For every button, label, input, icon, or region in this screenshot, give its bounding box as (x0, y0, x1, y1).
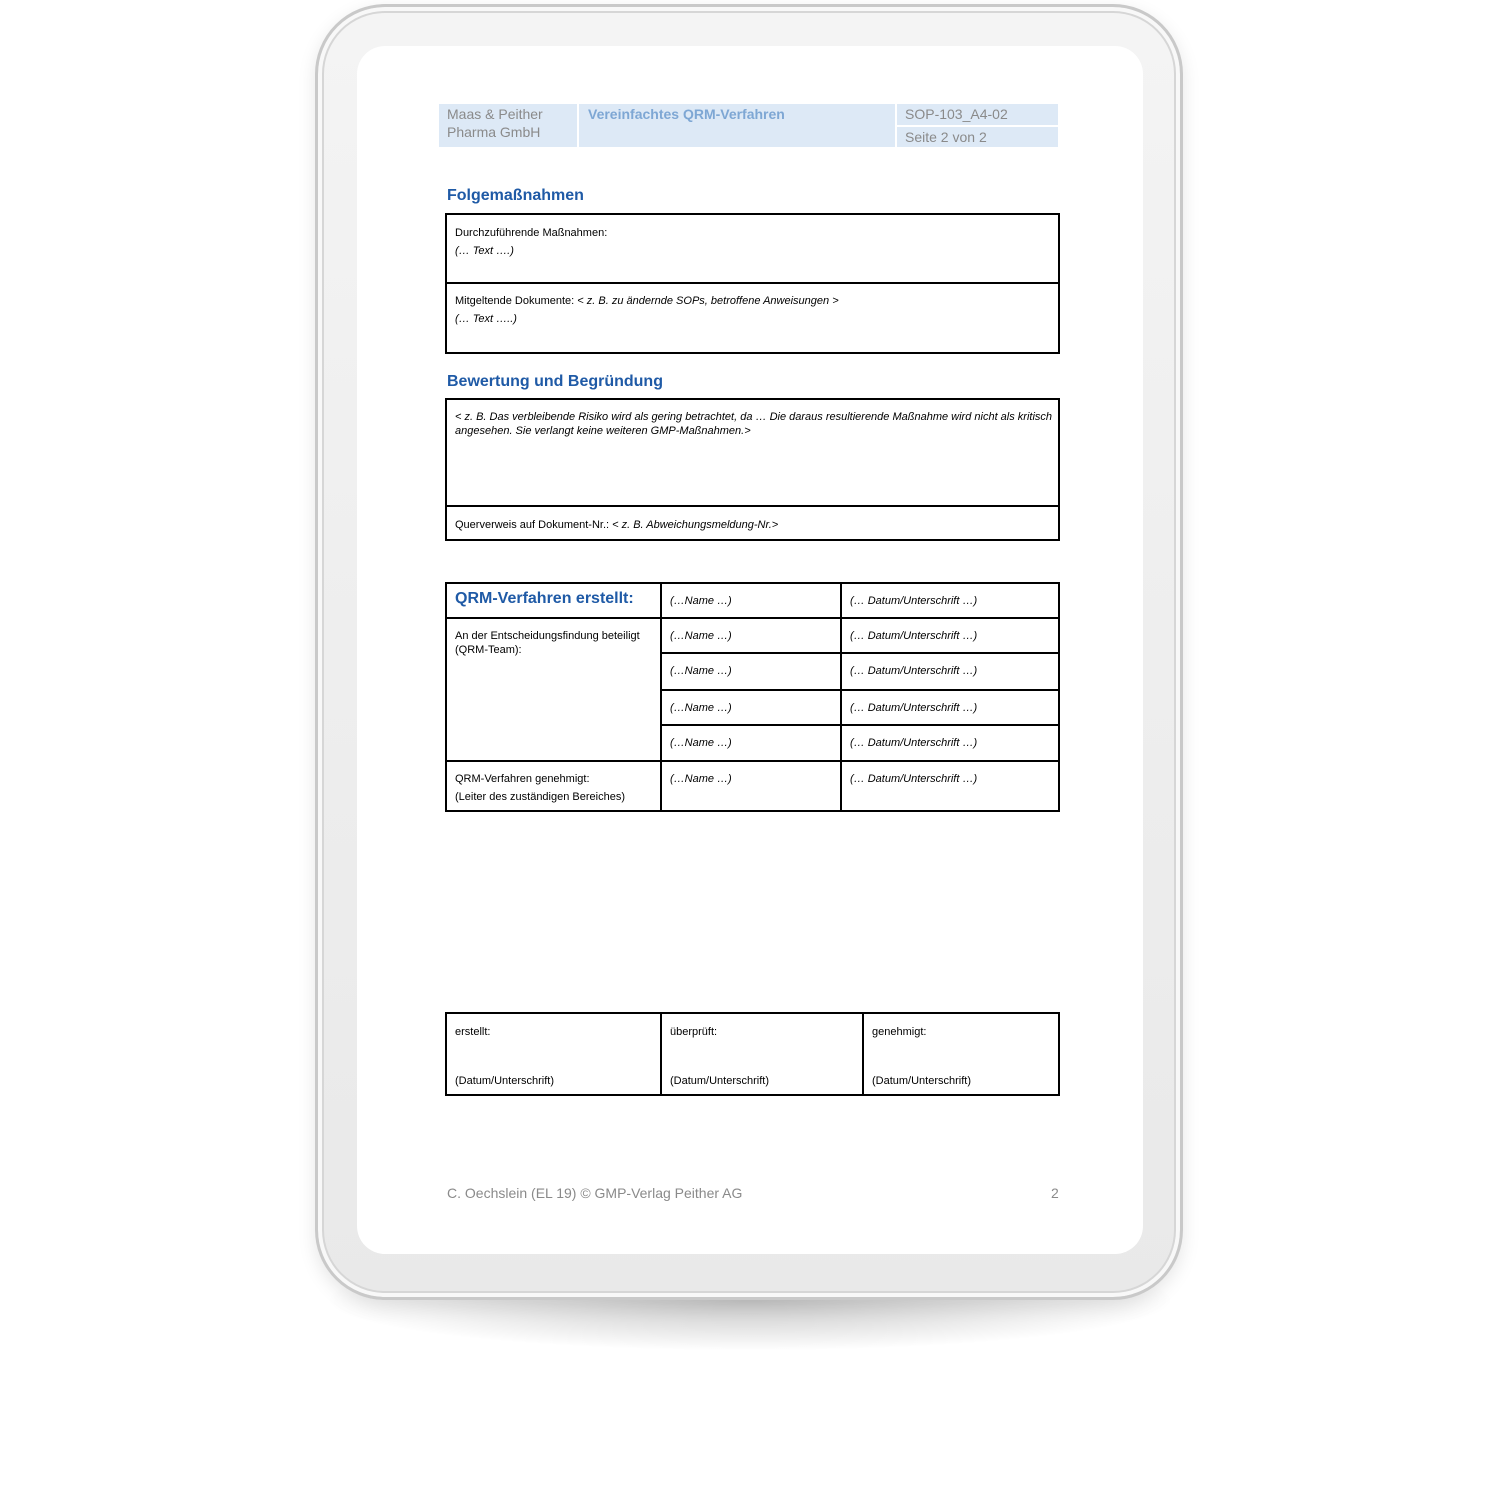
sig-row-divider-1 (445, 617, 1060, 619)
header-page-label (897, 127, 1058, 147)
bewertung-title: Bewertung und Begründung (447, 373, 663, 390)
bewertung-divider (445, 505, 1060, 507)
folge-row2-label: Mitgeltende Dokumente: (455, 295, 578, 307)
sig-approved-label-2: (Leiter des zuständigen Bereiches) (455, 791, 625, 803)
folge-title: Folgemaßnahmen (447, 187, 584, 204)
folge-row2-line (455, 294, 839, 308)
sig-row-divider-3 (660, 689, 1060, 691)
bewertung-text: < z. B. Das verbleibende Risiko wird als gering betrachtet, da … Die daraus resultierende Maßnahme wird nicht als kritisch angesehen. Sie verlangt keine weiteren GMP-Maßnahmen.> (455, 411, 1053, 437)
page-label-text: Seite 2 von 2 (905, 129, 987, 145)
sig-row-divider-5 (445, 760, 1060, 762)
approval-divider-2 (862, 1012, 864, 1096)
sig-date-2: (… Datum/Unterschrift …) (850, 630, 978, 642)
sig-date-1: (… Datum/Unterschrift …) (850, 595, 978, 607)
company-line-1: Maas & Peither (447, 106, 543, 122)
sig-name-1: (…Name …) (670, 595, 732, 607)
bewertung-ref-line (455, 518, 778, 532)
sig-name-2: (…Name …) (670, 630, 732, 642)
folge-row2-text: (… Text …..) (455, 313, 517, 325)
folge-row1-text: (… Text ….) (455, 245, 514, 257)
sig-date-4: (… Datum/Unterschrift …) (850, 702, 978, 714)
sig-created-label: QRM-Verfahren erstellt: (455, 590, 634, 607)
folge-divider (445, 282, 1060, 284)
sig-name-5: (…Name …) (670, 737, 732, 749)
sig-row-divider-4 (660, 724, 1060, 726)
sig-date-6: (… Datum/Unterschrift …) (850, 773, 978, 785)
ref-hint: < z. B. Abweichungsmeldung-Nr.> (612, 519, 779, 531)
folge-row1-label: Durchzuführende Maßnahmen: (455, 227, 608, 239)
company-line-2: Pharma GmbH (447, 124, 541, 140)
approval-divider-1 (660, 1012, 662, 1096)
header-title (579, 104, 895, 147)
approval-reviewed-sign: (Datum/Unterschrift) (670, 1075, 770, 1087)
approval-reviewed: überprüft: (670, 1026, 718, 1038)
sig-date-3: (… Datum/Unterschrift …) (850, 665, 978, 677)
footer-copyright: C. Oechslein (EL 19) © GMP-Verlag Peither AG (447, 1185, 743, 1201)
header-title-text: Vereinfachtes QRM-Verfahren (588, 106, 785, 122)
header-doc-id (897, 104, 1058, 125)
sig-date-5: (… Datum/Unterschrift …) (850, 737, 978, 749)
approval-created: erstellt: (455, 1026, 491, 1038)
header-company (439, 104, 577, 147)
approval-created-sign: (Datum/Unterschrift) (455, 1075, 555, 1087)
sig-approved-label-1: QRM-Verfahren genehmigt: (455, 773, 590, 785)
folge-row2-hint: < z. B. zu ändernde SOPs, betroffene Anweisungen > (577, 295, 839, 307)
approval-approved-sign: (Datum/Unterschrift) (872, 1075, 972, 1087)
sig-name-4: (…Name …) (670, 702, 732, 714)
sig-team-label: An der Entscheidungsfindung beteiligt (QRM-Team): (455, 630, 640, 656)
approval-approved: genehmigt: (872, 1026, 927, 1038)
footer-page-number: 2 (1051, 1185, 1059, 1201)
doc-id-text: SOP-103_A4-02 (905, 106, 1008, 122)
sig-row-divider-2 (660, 652, 1060, 654)
sig-name-6: (…Name …) (670, 773, 732, 785)
ref-label: Querverweis auf Dokument-Nr.: (455, 519, 613, 531)
sig-name-3: (…Name …) (670, 665, 732, 677)
